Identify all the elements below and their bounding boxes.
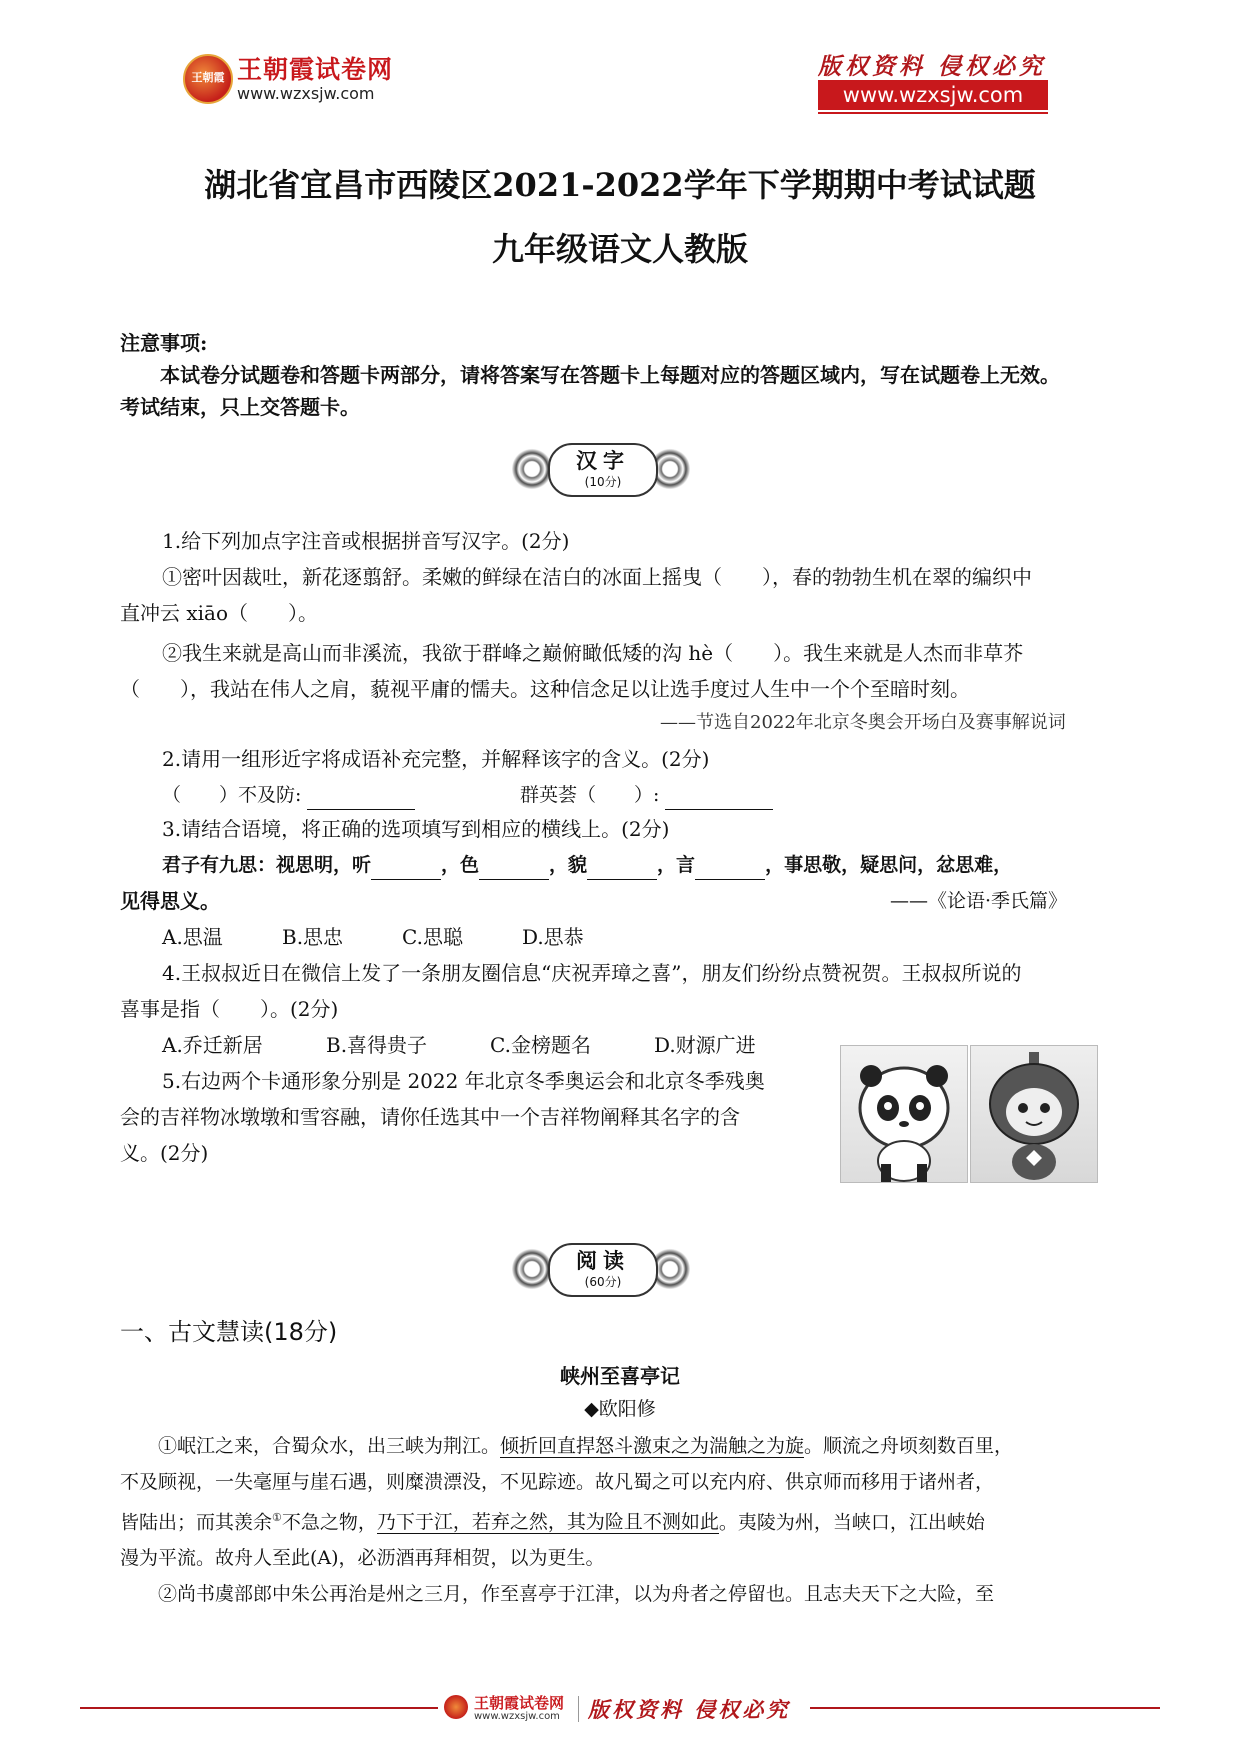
section-name: 阅读 (576, 1248, 630, 1273)
footer-copyright: 版权资料 侵权必究 (588, 1697, 791, 1722)
article-line: ②尚书虞部郎中朱公再治是州之三月，作至喜亭于江津，以为舟者之停留也。且志夫天下之大险，至 (158, 1583, 995, 1606)
q4-line1: 4.王叔叔近日在微信上发了一条朋友圈信息“庆祝弄璋之喜”，朋友们纷纷点赞祝贺。王叔叔所说的 (162, 961, 1022, 985)
text-span: 不急之物， (281, 1511, 377, 1534)
q3-text: 君子有九思：视思明，听 (162, 854, 372, 876)
logo-name: 王朝霞试卷网 (237, 55, 394, 84)
q3-text: ，言 (657, 854, 696, 876)
panda-mascot-icon (841, 1046, 967, 1182)
answer-blank[interactable] (665, 787, 773, 810)
q5-line2: 会的吉祥物冰墩墩和雪容融，请你任选其中一个吉祥物阐释其名字的含 (120, 1105, 740, 1129)
footer-logo-url[interactable]: www.wzxsjw.com (474, 1711, 560, 1722)
article-line (120, 1428, 1130, 1464)
underlined-sentence: 倾折回直捍怒斗激束之为湍触之为旋 (500, 1435, 805, 1457)
q2-item-2 (520, 780, 773, 810)
q4-option: A.乔迁新居 (162, 1033, 263, 1057)
q1-a-line1: ①密叶因裁吐，新花逐翦舒。柔嫩的鲜绿在洁白的冰面上摇曳（ ），春的勃勃生机在翠的编织中 (162, 565, 1032, 589)
section-name: 汉字 (576, 448, 630, 473)
footer-divider (810, 1707, 1160, 1709)
q3-text: ，貌 (549, 854, 588, 876)
q1-source: ——节选自2022年北京冬奥会开场白及赛事解说词 (660, 712, 1066, 733)
q3-source: ——《论语·季氏篇》 (890, 890, 1068, 912)
site-url-link[interactable]: www.wzxsjw.com (818, 80, 1048, 110)
q1-b-line1: ②我生来就是高山而非溪流，我欲于群峰之巅俯瞰低矮的沟 hè（ ）。我生来就是人杰而非草芥 (162, 641, 1024, 665)
q3-text: ，色 (441, 854, 480, 876)
ornament-icon (512, 448, 552, 490)
answer-blank[interactable] (307, 787, 415, 810)
footer-logo-icon (444, 1695, 468, 1719)
q3-option: D.思恭 (522, 925, 584, 949)
divider (818, 112, 1048, 114)
q4-line2: 喜事是指（ ）。(2分) (120, 997, 339, 1021)
article-line: 不及顾视，一失毫厘与崖石遇，则糜溃漂没，不见踪迹。故凡蜀之可以充内府、供京师而移用于诸州者， (120, 1471, 995, 1493)
article-author: ◆欧阳修 (584, 1398, 656, 1420)
q2-item-1 (162, 780, 415, 810)
notice-line-1: 本试卷分试题卷和答题卡两部分，请将答案写在答题卡上每题对应的答题区域内，写在试题卷上无效。 (160, 363, 1060, 387)
lantern-mascot-icon (971, 1046, 1097, 1182)
q3-stem: 3.请结合语境，将正确的选项填写到相应的横线上。(2分) (162, 817, 670, 841)
article-title: 峡州至喜亭记 (560, 1364, 680, 1388)
q4-options (162, 1030, 822, 1060)
q3-options (162, 922, 682, 952)
q1-b-line2: （ ），我站在伟人之肩，藐视平庸的懦夫。这种信念足以让选手度过人生中一个个至暗时刻。 (120, 677, 970, 701)
section-score: (10分) (584, 475, 622, 489)
q3-passage (162, 850, 1012, 880)
q3-option: A.思温 (162, 925, 223, 949)
q3-text: ，事思敬，疑思问，忿思难， (765, 854, 1013, 876)
answer-blank[interactable] (371, 857, 441, 880)
article-line: 漫为平流。故舟人至此(A)，必沥酒再拜相贺，以为更生。 (120, 1547, 605, 1570)
notice-heading: 注意事项: (120, 331, 208, 355)
q3-option: B.思忠 (282, 925, 344, 949)
footnote-marker: ① (272, 1511, 282, 1524)
ornament-icon (512, 1248, 552, 1290)
q1-a-line2: 直冲云 xiāo（ ）。 (120, 601, 318, 625)
section-emblem-reading (512, 1240, 690, 1298)
answer-blank[interactable] (695, 857, 765, 880)
text-span: 。夷陵为州，当峡口，江出峡始 (718, 1511, 985, 1534)
site-logo[interactable] (183, 48, 423, 110)
reading-part-title: 一、古文慧读(18分) (120, 1318, 338, 1346)
footer-logo-name: 王朝霞试卷网 (474, 1694, 565, 1712)
footer-separator (578, 1696, 579, 1722)
logo-badge-icon (183, 54, 233, 104)
logo-url: www.wzxsjw.com (237, 84, 375, 103)
q1-stem: 1.给下列加点字注音或根据拼音写汉字。(2分) (162, 529, 570, 553)
text-span: ①岷江之来，合蜀众水，出三峡为荆江。 (158, 1435, 501, 1457)
q3-line2: 见得思义。 (120, 889, 220, 913)
section-score: (60分) (584, 1275, 622, 1289)
q2-item2-text: 群英荟（ ）: (520, 784, 660, 806)
footer-divider (80, 1707, 438, 1709)
text-span: 。顺流之舟顷刻数百里， (804, 1435, 1014, 1457)
notice-line-2: 考试结束，只上交答题卡。 (120, 395, 360, 419)
logo-mark-text: 王朝霞 (191, 71, 225, 84)
bing-dwen-dwen-image (840, 1045, 968, 1183)
answer-blank[interactable] (587, 857, 657, 880)
q3-option: C.思聪 (402, 925, 463, 949)
article-line (120, 1500, 1130, 1540)
q2-stem: 2.请用一组形近字将成语补充完整，并解释该字的含义。(2分) (162, 747, 710, 771)
q4-option: B.喜得贵子 (326, 1033, 428, 1057)
footer-brand (444, 1692, 804, 1726)
text-span: 皆陆出；而其羡余 (120, 1511, 273, 1534)
shuey-rhon-rhon-image (970, 1045, 1098, 1183)
exam-title: 湖北省宜昌市西陵区2021-2022学年下学期期中考试试题 (204, 166, 1036, 204)
answer-blank[interactable] (479, 857, 549, 880)
section-emblem-hanzi (512, 440, 690, 498)
q4-option: C.金榜题名 (490, 1033, 591, 1057)
q5-line3: 义。(2分) (120, 1141, 209, 1165)
article-body (120, 1428, 1130, 1612)
underlined-sentence: 乃下于江，若弃之然，其为险且不测如此 (376, 1511, 719, 1534)
q2-item1-text: （ ）不及防: (162, 784, 302, 806)
exam-subtitle: 九年级语文人教版 (491, 230, 748, 268)
q4-option: D.财源广进 (654, 1033, 756, 1057)
copyright-notice: 版权资料 侵权必究 (818, 53, 1047, 80)
q5-line1: 5.右边两个卡通形象分别是 2022 年北京冬季奥运会和北京冬季残奥 (162, 1069, 765, 1093)
